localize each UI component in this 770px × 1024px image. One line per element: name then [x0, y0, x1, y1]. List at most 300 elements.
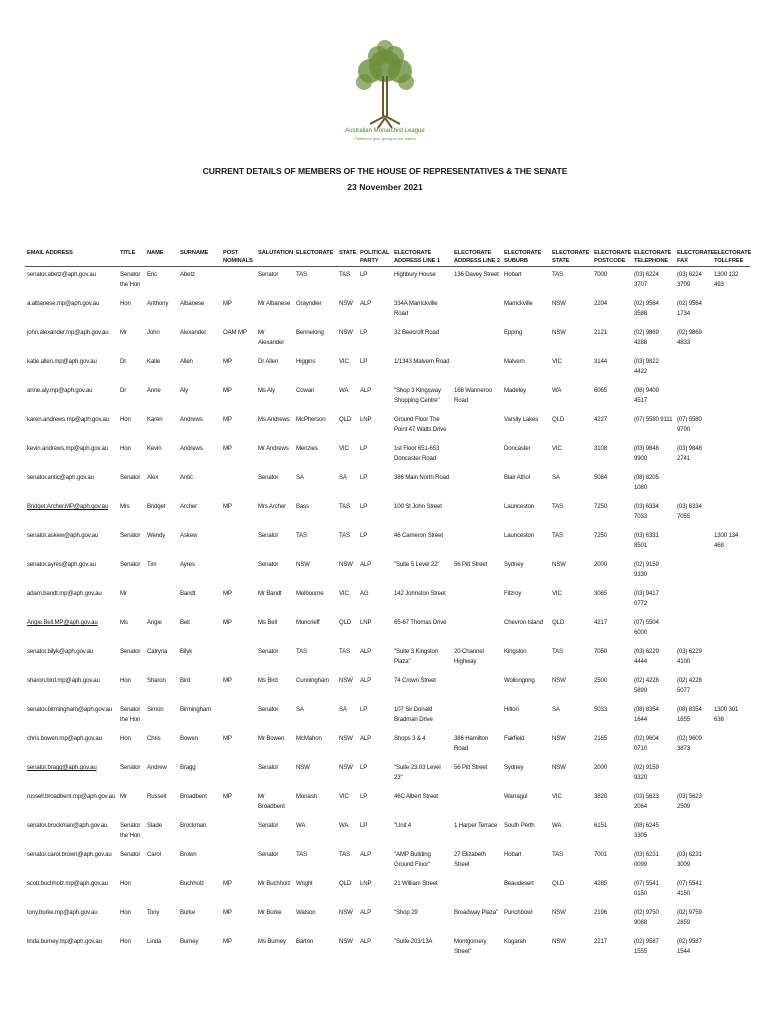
table-cell: (02) 9564 1734 [677, 300, 702, 317]
table-cell: ALP [360, 300, 372, 307]
table-cell: Alex [147, 474, 159, 481]
table-row [25, 267, 750, 297]
table-cell: (02) 9159 9320 [634, 764, 659, 781]
table-cell: (03) 9848 9900 [634, 445, 659, 462]
table-cell: QLD [339, 619, 352, 626]
table-row [25, 470, 750, 499]
table-cell: NSW [339, 735, 353, 742]
table-cell: Ms [120, 619, 128, 626]
table-cell: Senator [258, 822, 279, 829]
table-cell: Brockman [180, 822, 207, 829]
table-cell: (02) 9759 2859 [677, 909, 702, 926]
table-cell: Higgins [296, 358, 316, 365]
column-header: TITLE [118, 249, 145, 267]
table-cell: LP [360, 329, 368, 336]
table-cell: Bowen [180, 735, 198, 742]
email-cell[interactable]: chris.bowen.mp@aph.gov.au [27, 735, 102, 742]
table-cell: ALP [360, 561, 372, 568]
table-cell: OAM MP [223, 329, 247, 336]
table-cell: Beaudesert [504, 880, 534, 887]
table-cell: Senator [258, 271, 279, 278]
table-cell: SA [296, 706, 304, 713]
table-cell: Eric [147, 271, 157, 278]
table-cell: LP [360, 358, 368, 365]
email-cell[interactable]: anne.aly.mp@aph.gov.au [27, 387, 93, 394]
table-cell: (02) 9564 3588 [634, 300, 659, 317]
table-cell: SA [339, 706, 347, 713]
table-cell [712, 934, 750, 963]
table-cell [452, 615, 502, 644]
column-header: POLITICAL PARTY [358, 249, 392, 267]
table-cell: SA [339, 474, 347, 481]
table-cell: Senator the Hon [120, 706, 141, 723]
table-cell: LP [360, 474, 368, 481]
table-cell: Senator [120, 764, 141, 771]
table-row [25, 557, 750, 586]
table-cell: Mr [120, 329, 127, 336]
org-tagline: Faithful to god, giving to our nation [354, 136, 416, 141]
table-cell: Albanese [180, 300, 205, 307]
table-cell: (08) 8205 1080 [634, 474, 659, 491]
table-cell: Andrew [147, 764, 167, 771]
column-header: STATE [337, 249, 358, 267]
table-cell: Mr Buchholz [258, 880, 291, 887]
table-cell: (02) 9609 3873 [677, 735, 702, 752]
email-cell[interactable]: senator.antic@aph.gov.au [27, 474, 94, 481]
column-header: ELECTORATE TOLLFREE [712, 249, 750, 267]
table-cell: (02) 9750 9088 [634, 909, 659, 926]
table-cell: Fairfield [504, 735, 525, 742]
table-cell: Blair Athol [504, 474, 530, 481]
table-cell: Hobart [504, 271, 522, 278]
table-cell: Kevin [147, 445, 162, 452]
table-cell: MP [223, 938, 232, 945]
table-cell: Hobart [504, 851, 522, 858]
table-cell: MP [223, 590, 232, 597]
table-cell: 1 Harper Terrace [454, 822, 498, 829]
table-cell: Carol [147, 851, 161, 858]
table-cell: 74 Crown Street [394, 677, 436, 684]
table-cell: (03) 5623 2064 [634, 793, 659, 810]
table-cell: Hon [120, 735, 131, 742]
table-cell [452, 499, 502, 528]
table-cell: (02) 9604 0710 [634, 735, 659, 752]
table-cell: 5084 [594, 474, 607, 481]
table-row [25, 644, 750, 673]
table-cell: 142 Johnston Street [394, 590, 446, 597]
table-cell: TAS [552, 271, 563, 278]
table-cell [712, 557, 750, 586]
table-cell: 27 Elizabeth Street [454, 851, 486, 868]
table-cell: NSW [339, 909, 353, 916]
table-cell: QLD [339, 880, 352, 887]
table-cell: NSW [552, 764, 566, 771]
table-cell: Punchbowl [504, 909, 533, 916]
table-cell: NSW [339, 938, 353, 945]
column-header: EMAIL ADDRESS [25, 249, 118, 267]
email-cell[interactable]: russell.broadbent.mp@aph.gov.au [27, 793, 116, 800]
table-cell: LP [360, 706, 368, 713]
table-cell: 3144 [594, 358, 607, 365]
table-cell: WA [296, 822, 306, 829]
table-cell: Senator [120, 851, 141, 858]
table-cell [712, 383, 750, 412]
table-cell: TAS [296, 532, 307, 539]
table-cell: 6065 [594, 387, 607, 394]
table-cell: (02) 9869 4833 [677, 329, 702, 346]
table-cell: Karen [147, 416, 163, 423]
table-cell: Launceston [504, 532, 535, 539]
table-cell: VIC [552, 590, 562, 597]
table-cell: Bennelong [296, 329, 324, 336]
table-cell: 1/1343 Malvern Road [394, 358, 450, 365]
table-cell: Launceston [504, 503, 535, 510]
table-cell: 3065 [594, 590, 607, 597]
table-cell: (03) 6224 3707 [634, 271, 659, 288]
email-cell[interactable]: senator.carol.brown@aph.gov.au [27, 851, 112, 858]
table-cell: Ms Bell [258, 619, 277, 626]
column-header: ELECTORATE ADDRESS LINE 2 [452, 249, 502, 267]
column-header: SALUTATION [256, 249, 294, 267]
table-cell: (03) 6229 4100 [677, 648, 702, 665]
table-cell: Cowan [296, 387, 315, 394]
table-cell [452, 673, 502, 702]
table-cell [675, 615, 712, 644]
table-cell: Mr Alexander [258, 329, 285, 346]
table-cell: ALP [360, 909, 372, 916]
email-cell[interactable]: tony.burke.mp@aph.gov.au [27, 909, 98, 916]
table-cell [221, 702, 256, 731]
table-cell [712, 905, 750, 934]
table-cell: LP [360, 503, 368, 510]
email-cell[interactable]: karen.andrews.mp@aph.gov.au [27, 416, 109, 423]
table-cell: Senator [120, 474, 141, 481]
column-header: ELECTORATE TELEPHONE [632, 249, 675, 267]
table-cell: 3108 [594, 445, 607, 452]
table-cell: TAS [339, 851, 350, 858]
table-cell: Highbury House [394, 271, 436, 278]
table-cell: 7000 [594, 271, 607, 278]
column-header: ELECTORATE FAX [675, 249, 712, 267]
table-cell: Wright [296, 880, 313, 887]
table-cell: AG [360, 590, 369, 597]
email-cell[interactable]: senator.ayres@aph.gov.au [27, 561, 96, 568]
table-cell: Moncrieff [296, 619, 320, 626]
email-cell[interactable]: sharon.bird.mp@aph.gov.au [27, 677, 100, 684]
table-cell: MP [223, 735, 232, 742]
table-cell [675, 354, 712, 383]
table-cell: Antic [180, 474, 193, 481]
table-cell [712, 325, 750, 354]
table-cell: 46 Cameron Street [394, 532, 443, 539]
table-row [25, 354, 750, 383]
table-cell: SA [552, 474, 560, 481]
table-cell: (07) 5541 0150 [634, 880, 659, 897]
table-cell: Madeley [504, 387, 526, 394]
table-cell: Andrews [180, 416, 203, 423]
table-row [25, 383, 750, 412]
table-cell: Monash [296, 793, 317, 800]
table-cell: Senator [120, 648, 141, 655]
table-cell: (03) 6224 3709 [677, 271, 702, 288]
table-cell: "Shop 29 [394, 909, 418, 916]
table-cell: 2217 [594, 938, 607, 945]
table-row [25, 789, 750, 818]
table-cell: (02) 4228 5899 [634, 677, 659, 694]
table-cell: Senator [120, 532, 141, 539]
table-cell: 6151 [594, 822, 607, 829]
table-cell [452, 296, 502, 325]
table-cell: 1300 301 638 [714, 706, 739, 723]
table-cell: 334A Marrickville Road [394, 300, 438, 317]
table-cell: Mr Albanese [258, 300, 291, 307]
table-cell: Broadway Plaza" [454, 909, 498, 916]
table-cell: Watson [296, 909, 316, 916]
table-cell: (03) 6331 8501 [634, 532, 659, 549]
table-cell [452, 325, 502, 354]
table-row [25, 760, 750, 789]
table-cell [712, 586, 750, 615]
email-cell[interactable]: senator.abetz@aph.gov.au [27, 271, 96, 278]
table-cell: NSW [552, 938, 566, 945]
table-cell: VIC [552, 358, 562, 365]
table-cell [452, 702, 502, 731]
table-cell: Chevron Island [504, 619, 543, 626]
table-cell: Birmingham [180, 706, 212, 713]
table-cell: LNP [360, 619, 372, 626]
table-header-row [25, 249, 750, 267]
table-cell: Brown [180, 851, 197, 858]
table-cell: NSW [339, 300, 353, 307]
email-cell[interactable]: scott.buchholz.mp@aph.gov.au [27, 880, 108, 887]
table-cell [712, 673, 750, 702]
table-cell: ALP [360, 648, 372, 655]
table-row [25, 325, 750, 354]
table-cell: Senator [258, 706, 279, 713]
table-cell: Wollongong [504, 677, 535, 684]
table-cell [712, 876, 750, 905]
table-cell: 4285 [594, 880, 607, 887]
table-cell: Simon [147, 706, 164, 713]
table-cell [452, 441, 502, 470]
email-cell[interactable]: john.alexander.mp@aph.gov.au [27, 329, 109, 336]
email-cell[interactable]: kevin.andrews.mp@aph.gov.au [27, 445, 108, 452]
email-cell[interactable]: Angie.Bell.MP@aph.gov.au [27, 619, 98, 626]
table-cell: (03) 6231 0099 [634, 851, 659, 868]
table-cell: MP [223, 416, 232, 423]
table-cell: VIC [339, 445, 349, 452]
table-cell: 56 Pitt Street [454, 764, 488, 771]
table-cell: Bird [180, 677, 191, 684]
table-cell: 65-67 Thomas Drive [394, 619, 447, 626]
table-cell: Dr [120, 358, 127, 365]
table-cell: (03) 6334 7055 [677, 503, 702, 520]
table-cell: MP [223, 619, 232, 626]
table-cell: (03) 9848 2741 [677, 445, 702, 462]
table-cell: (03) 9417 0772 [634, 590, 659, 607]
column-header: ELECTORATE ADDRESS LINE 1 [392, 249, 452, 267]
table-cell: QLD [339, 416, 352, 423]
page-title: CURRENT DETAILS OF MEMBERS OF THE HOUSE OF REPRESENTATIVES & THE SENATE [202, 166, 568, 176]
table-cell [712, 499, 750, 528]
table-cell [675, 586, 712, 615]
table-cell: Katie [147, 358, 161, 365]
column-header: SURNAME [178, 249, 221, 267]
table-cell: Marrickville [504, 300, 533, 307]
table-cell: Melbourne [296, 590, 324, 597]
table-cell: (02) 9869 4288 [634, 329, 659, 346]
table-cell [452, 412, 502, 441]
table-cell: (02) 9159 9330 [634, 561, 659, 578]
table-cell: NSW [552, 329, 566, 336]
table-cell: TAS [339, 532, 350, 539]
table-cell: NSW [552, 909, 566, 916]
table-cell: TAS [552, 648, 563, 655]
table-row [25, 412, 750, 441]
email-cell[interactable]: linda.burney.mp@aph.gov.au [27, 938, 102, 945]
email-cell[interactable]: adam.bandt.mp@aph.gov.au [27, 590, 102, 597]
table-cell: Senator [258, 532, 279, 539]
table-cell: Montgomery Street" [454, 938, 487, 955]
table-cell: VIC [339, 590, 349, 597]
table-cell: Dr Allen [258, 358, 279, 365]
email-cell[interactable]: Bridget.Archer.MP@aph.gov.au [27, 503, 109, 510]
table-cell: "Unit 4 [394, 822, 412, 829]
table-cell: "Suite 203/13A [394, 938, 433, 945]
table-cell: MP [223, 445, 232, 452]
email-cell[interactable]: senator.askew@aph.gov.au [27, 532, 99, 539]
table-cell [145, 586, 178, 615]
table-row [25, 615, 750, 644]
table-cell: Burney [180, 938, 199, 945]
table-cell [675, 383, 712, 412]
table-cell: Ms Burney [258, 938, 286, 945]
table-row [25, 499, 750, 528]
table-cell: Malvern [504, 358, 525, 365]
table-cell: Linda [147, 938, 162, 945]
table-cell: Mr Bowen [258, 735, 285, 742]
table-cell: Mrs Archer [258, 503, 286, 510]
table-cell: Bass [296, 503, 309, 510]
table-cell: Archer [180, 503, 198, 510]
table-cell: ALP [360, 677, 372, 684]
table-cell: (08) 8354 1655 [677, 706, 702, 723]
table-cell: TAS [552, 851, 563, 858]
table-cell: (08) 9409 4517 [634, 387, 659, 404]
table-cell: 2204 [594, 300, 607, 307]
table-cell [712, 615, 750, 644]
table-cell [452, 470, 502, 499]
table-cell: 4217 [594, 619, 607, 626]
table-cell: Russell [147, 793, 166, 800]
table-cell [712, 470, 750, 499]
table-row [25, 528, 750, 557]
table-cell: Sharon [147, 677, 166, 684]
table-cell: McPherson [296, 416, 326, 423]
table-cell: Andrews [180, 445, 203, 452]
table-cell: Senator [258, 561, 279, 568]
table-cell: (07) 5504 6000 [634, 619, 659, 636]
email-cell[interactable]: katie.allen.mp@aph.gov.au [27, 358, 97, 365]
table-cell [675, 528, 712, 557]
table-cell: Bridget [147, 503, 166, 510]
table-cell: LP [360, 271, 368, 278]
table-cell: 100 St John Street [394, 503, 442, 510]
table-cell: MP [223, 909, 232, 916]
table-cell: NSW [552, 735, 566, 742]
table-cell: QLD [552, 619, 565, 626]
table-cell: TAS [552, 532, 563, 539]
table-cell: Hon [120, 677, 131, 684]
table-cell: Anthony [147, 300, 169, 307]
table-row [25, 673, 750, 702]
table-cell: Mrs [120, 503, 130, 510]
table-cell: (08) 8354 1644 [634, 706, 659, 723]
table-cell: Tim [147, 561, 157, 568]
table-cell: LNP [360, 880, 372, 887]
table-cell: Mr Broadbent [258, 793, 285, 810]
table-cell: 136 Davey Street [454, 271, 499, 278]
table-cell: QLD [552, 416, 565, 423]
table-cell: Hon [120, 880, 131, 887]
page-date: 23 November 2021 [347, 182, 423, 192]
email-cell[interactable]: senator.birmingham@aph.gov.au [27, 706, 113, 713]
email-cell[interactable]: senator.brockman@aph.gov.au [27, 822, 108, 829]
table-cell [712, 818, 750, 847]
table-cell: Hon [120, 445, 131, 452]
table-cell: NSW [339, 764, 353, 771]
table-cell: "Shop 3 Kingsway Shopping Centre" [394, 387, 441, 404]
table-cell: NSW [296, 561, 310, 568]
table-cell: NSW [339, 677, 353, 684]
table-cell: Slade [147, 822, 162, 829]
table-cell [675, 470, 712, 499]
table-cell: Hilton [504, 706, 519, 713]
email-cell[interactable]: a.albanese.mp@aph.gov.au [27, 300, 100, 307]
table-cell: Broadbent [180, 793, 207, 800]
table-cell: ALP [360, 938, 372, 945]
table-cell: VIC [552, 793, 562, 800]
table-cell: Senator the Hon [120, 271, 141, 288]
table-cell: Mr [120, 793, 127, 800]
table-cell [675, 760, 712, 789]
table-cell: Hon [120, 938, 131, 945]
table-cell: Allen [180, 358, 193, 365]
table-cell: Ms Andrews [258, 416, 290, 423]
table-row [25, 586, 750, 615]
table-cell: TAS [339, 648, 350, 655]
table-cell: 107 Sir Donald Bradman Drive [394, 706, 433, 723]
email-cell[interactable]: senator.bilyk@aph.gov.au [27, 648, 94, 655]
table-cell: Chris [147, 735, 161, 742]
table-cell [712, 847, 750, 876]
table-cell: 168 Wanneroo Road [454, 387, 492, 404]
email-cell[interactable]: senator.bragg@aph.gov.au [27, 764, 97, 771]
table-cell [221, 470, 256, 499]
table-cell: Askew [180, 532, 198, 539]
table-cell: (02) 4228 5077 [677, 677, 702, 694]
table-cell: 7050 [594, 648, 607, 655]
table-cell: MP [223, 793, 232, 800]
table-cell: Hon [120, 300, 131, 307]
table-cell [221, 760, 256, 789]
table-cell: (07) 5541 4150 [677, 880, 702, 897]
table-cell: MP [223, 503, 232, 510]
table-cell: (03) 9822 4422 [634, 358, 659, 375]
org-name: Australian Monarchist League [345, 128, 425, 134]
table-cell: TAS [552, 503, 563, 510]
column-header: POST NOMINALS [221, 249, 256, 267]
